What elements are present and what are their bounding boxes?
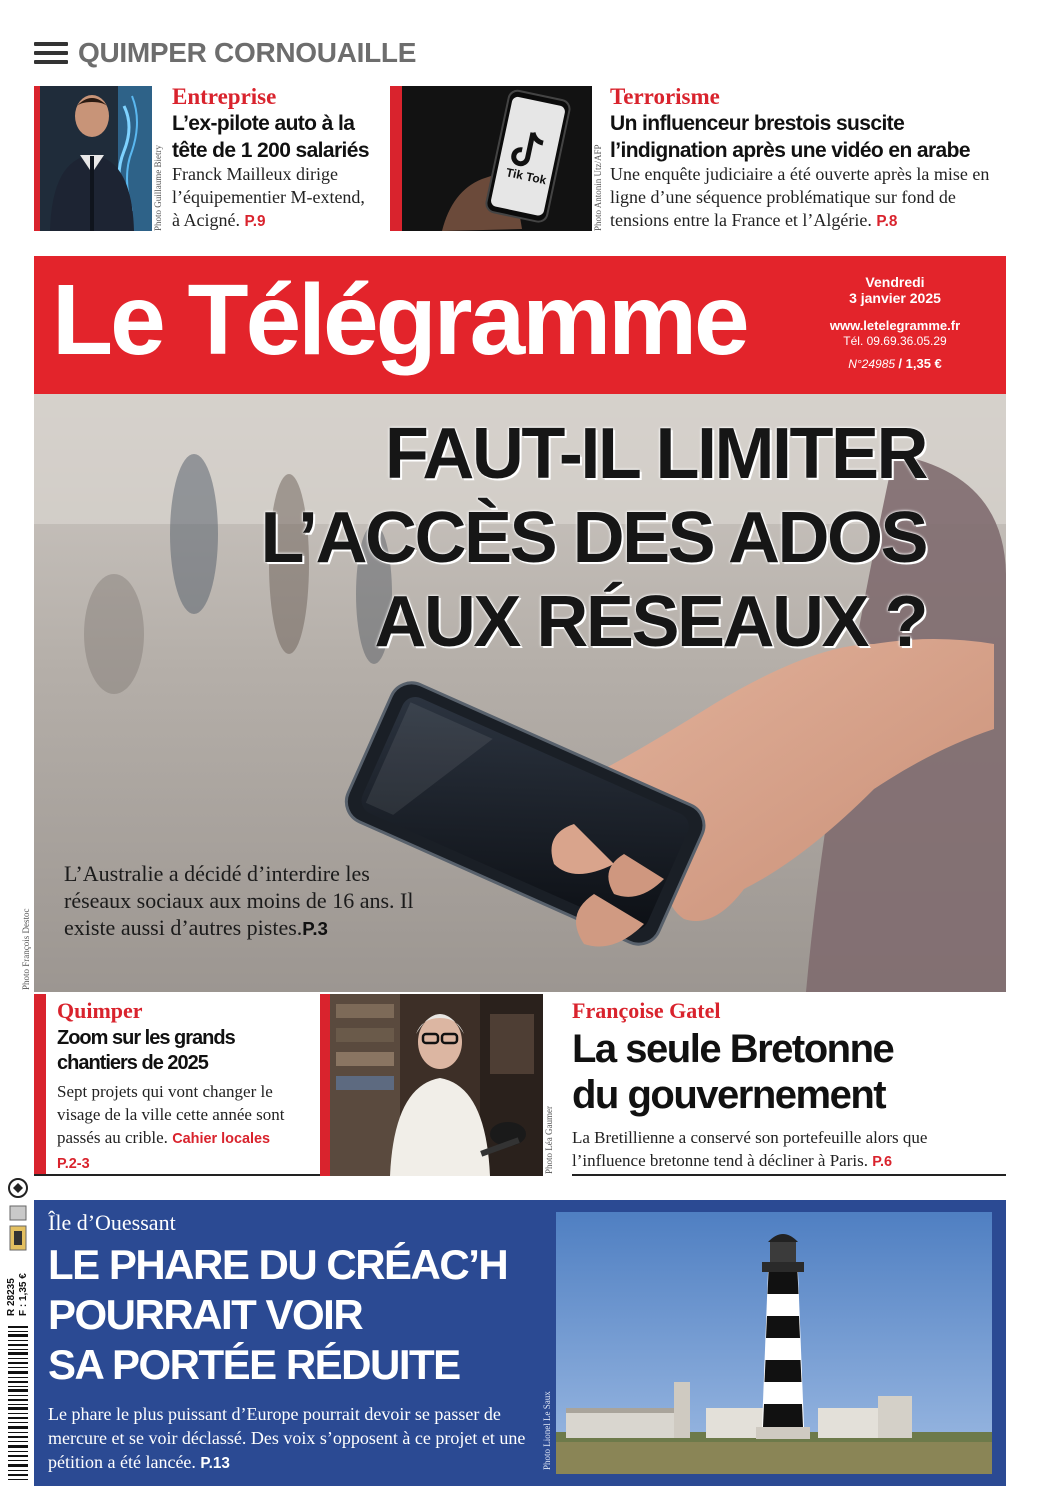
page-reference[interactable]: P.13 — [200, 1455, 230, 1472]
edition-header — [34, 36, 416, 70]
section-kicker: Françoise Gatel — [572, 998, 721, 1023]
section-divider — [572, 1174, 1006, 1176]
issue-number: N°24985 — [848, 357, 896, 371]
headline-line: L’ex-pilote auto à la — [172, 112, 355, 135]
issue-date: 3 janvier 2025 — [849, 290, 941, 306]
photo-credit: Photo Guillaume Bietry — [153, 145, 163, 231]
section-headline[interactable] — [57, 1026, 235, 1076]
issue-number-price — [810, 356, 980, 371]
teaser-headline[interactable] — [172, 110, 369, 164]
headline-line: SA PORTÉE RÉDUITE — [48, 1341, 460, 1388]
barcode-price: F : 1,35 € — [18, 1273, 29, 1316]
section-body: Le phare le plus puissant d’Europe pourrait devoir se passer de mercure et se voir déclassé. Des voix s’opposent à ce projet et une pétition a été lancée. — [48, 1404, 526, 1472]
barcode-strip — [4, 1176, 32, 1488]
page-reference[interactable]: P.9 — [244, 213, 266, 230]
headline-line: La seule Bretonne — [572, 1027, 894, 1071]
photo-credit: Photo Lionel Le Saux — [542, 1391, 552, 1470]
main-body: L’Australie a décidé d’interdire les réseaux sociaux aux moins de 16 ans. Il existe aussi d’autres pistes. — [64, 861, 414, 940]
barcode-code: R 28235 — [6, 1278, 17, 1316]
section-kicker: Île d’Ouessant — [48, 1210, 176, 1235]
main-summary — [64, 860, 424, 942]
headline-line: L’ACCÈS DES ADOS — [260, 498, 926, 578]
headline-line: AUX RÉSEAUX ? — [374, 582, 926, 662]
photo-credit: Photo Léa Gaumer — [544, 1106, 554, 1174]
headline-line: l’indignation après une vidéo en arabe — [610, 139, 970, 162]
section-accent-bar — [34, 994, 46, 1174]
section-summary — [572, 1126, 1002, 1174]
teaser-photo-tiktok[interactable] — [402, 86, 592, 231]
lighthouse-photo[interactable] — [556, 1212, 992, 1474]
headline-line: FAUT-IL LIMITER — [384, 414, 926, 494]
section-summary — [57, 1080, 297, 1176]
photo-credit: Photo François Destoc — [21, 908, 31, 990]
page-reference[interactable]: Cahier locales P.2-3 — [57, 1131, 271, 1172]
photo-credit: Photo Antonin Utz/AFP — [593, 144, 603, 231]
portrait-illustration — [40, 86, 152, 231]
main-story[interactable] — [34, 394, 1006, 992]
masthead — [34, 256, 1006, 394]
issue-day: Vendredi — [865, 274, 925, 290]
phone-app-label: Tik Tok — [504, 165, 548, 188]
headline-line: POURRAIT VOIR — [48, 1291, 363, 1338]
teaser-accent-bar — [390, 86, 402, 231]
teaser-body: Franck Mailleux dirige l’équipementier M-extend, à Acigné. — [172, 164, 365, 230]
issue-price: / 1,35 € — [898, 356, 942, 371]
page-reference[interactable]: P.3 — [302, 918, 328, 939]
section-headline[interactable] — [572, 1026, 893, 1118]
gatel-photo[interactable] — [330, 994, 543, 1176]
headline-line: tête de 1 200 salariés — [172, 139, 369, 162]
portrait-illustration — [330, 994, 543, 1176]
page-reference[interactable]: P.8 — [876, 213, 898, 230]
ouessant-headline[interactable] — [48, 1240, 507, 1390]
main-headline[interactable] — [261, 412, 926, 664]
headline-line: du gouvernement — [572, 1073, 886, 1117]
headline-line: Zoom sur les grands — [57, 1027, 235, 1049]
teaser-kicker: Entreprise — [172, 84, 277, 109]
ouessant-summary — [48, 1402, 528, 1476]
masthead-info — [810, 274, 980, 371]
barcode-graphics — [4, 1176, 32, 1488]
headline-line: chantiers de 2025 — [57, 1052, 208, 1074]
phone-illustration — [402, 86, 592, 231]
page-reference[interactable]: P.6 — [872, 1154, 893, 1170]
lighthouse-illustration — [556, 1212, 992, 1474]
teaser-photo-pilot[interactable] — [40, 86, 152, 231]
newspaper-logo[interactable]: Le Télégramme — [52, 264, 747, 376]
teaser-body: Une enquête judiciaire a été ouverte après la mise en ligne d’une séquence problématique sur fond de tensions entre la France et l’Algérie. — [610, 164, 990, 230]
teaser-summary — [172, 163, 367, 233]
headline-line: Un influenceur brestois suscite — [610, 112, 905, 135]
teaser-kicker: Terrorisme — [610, 84, 720, 109]
section-body: La Bretillienne a conservé son portefeuille alors que l’influence bretonne tend à décliner à Paris. — [572, 1128, 928, 1170]
section-kicker: Quimper — [57, 998, 143, 1023]
section-body: Sept projets qui vont changer le visage de la ville cette année sont passés au crible. — [57, 1082, 285, 1147]
teaser-summary — [610, 163, 995, 233]
phone-number: Tél. 09.69.36.05.29 — [843, 334, 947, 348]
edition-name: QUIMPER CORNOUAILLE — [78, 37, 417, 68]
section-accent-bar — [320, 994, 330, 1176]
website-link[interactable]: www.letelegramme.fr — [829, 318, 961, 333]
menu-icon[interactable] — [34, 42, 68, 64]
section-divider — [34, 1174, 320, 1176]
ouessant-story[interactable] — [34, 1200, 1006, 1486]
headline-line: LE PHARE DU CRÉAC’H — [48, 1241, 508, 1288]
teaser-headline[interactable] — [610, 110, 970, 164]
